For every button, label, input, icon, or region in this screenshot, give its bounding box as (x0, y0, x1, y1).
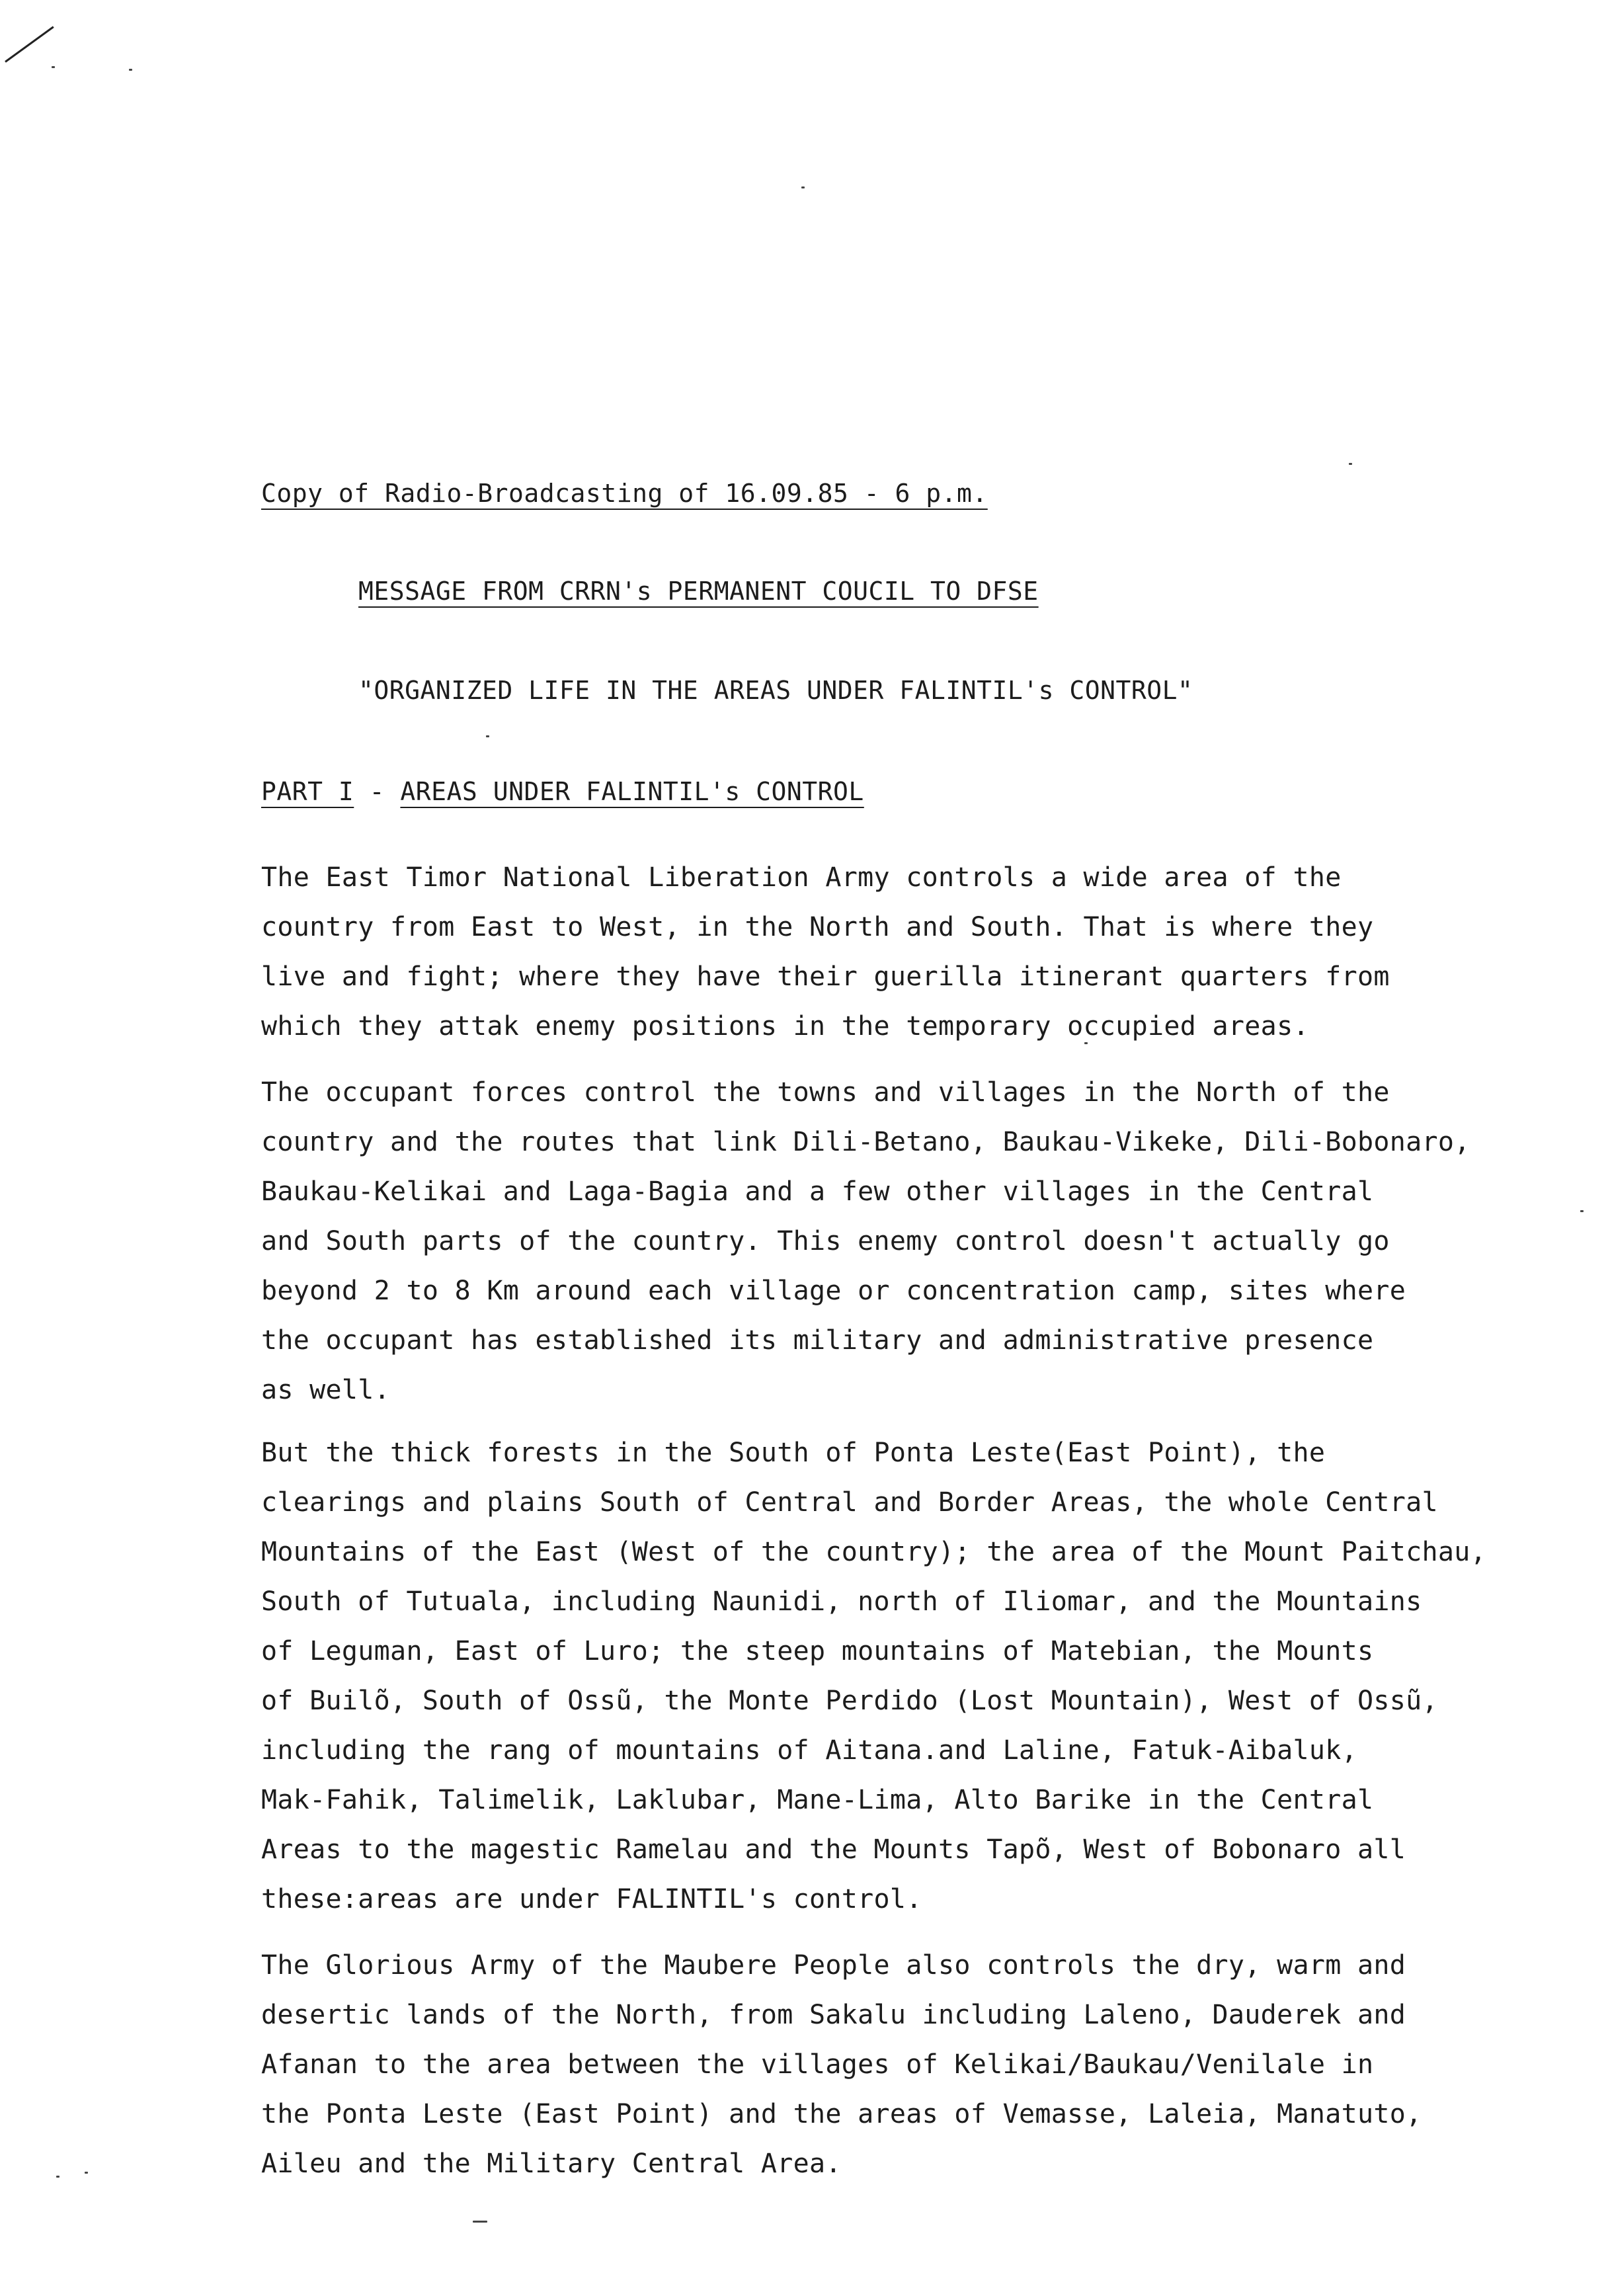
part-label: PART I (261, 777, 354, 806)
text-line: the occupant has established its military and administrative presence (261, 1325, 1374, 1356)
text-line: South of Tutuala, including Naunidi, north of Iliomar, and the Mountains (261, 1586, 1422, 1617)
part-heading (261, 777, 864, 806)
text-line: Afanan to the area between the villages of Kelikai/Baukau/Venilale in (261, 2049, 1374, 2080)
text-line: But the thick forests in the South of Ponta Leste(East Point), the (261, 1438, 1326, 1468)
text-line: Areas to the magestic Ramelau and the Mounts Tapõ, West of Bobonaro all (261, 1834, 1406, 1865)
pen-stroke-mark (5, 26, 54, 62)
part-title: AREAS UNDER FALINTIL's CONTROL (400, 777, 864, 806)
text-line: country and the routes that link Dili-Betano, Baukau-Vikeke, Dili-Bobonaro, (261, 1127, 1470, 1157)
text-line: of Leguman, East of Luro; the steep mountains of Matebian, the Mounts (261, 1636, 1374, 1666)
text-line: as well. (261, 1375, 391, 1405)
paragraph-2 (261, 1068, 1577, 1415)
scan-speck (801, 186, 805, 188)
text-line: Mak-Fahik, Talimelik, Laklubar, Mane-Lima, Alto Barike in the Central (261, 1785, 1374, 1815)
text-line: Aileu and the Military Central Area. (261, 2149, 842, 2179)
text-line: The occupant forces control the towns and villages in the North of the (261, 1077, 1390, 1108)
text-line: these:areas are under FALINTIL's control. (261, 1884, 922, 1914)
text-line: Baukau-Kelikai and Laga-Bagia and a few other villages in the Central (261, 1176, 1374, 1207)
text-line: Mountains of the East (West of the country); the area of the Mount Paitchau, (261, 1537, 1487, 1567)
scan-speck (486, 735, 489, 737)
scan-speck (1349, 463, 1352, 465)
text-line: clearings and plains South of Central and Border Areas, the whole Central (261, 1487, 1438, 1518)
broadcast-header: Copy of Radio-Broadcasting of 16.09.85 - 6 p.m. (261, 479, 988, 508)
paragraph-4 (261, 1941, 1577, 2189)
scan-speck (1580, 1210, 1584, 1212)
scan-speck (56, 2176, 60, 2178)
text-line: The East Timor National Liberation Army controls a wide area of the (261, 862, 1342, 893)
text-line: beyond 2 to 8 Km around each village or concentration camp, sites where (261, 1276, 1406, 1306)
text-line: and South parts of the country. This enemy control doesn't actually go (261, 1226, 1390, 1256)
part-separator: - (354, 777, 401, 806)
scan-speck (129, 69, 132, 71)
paragraph-3 (261, 1428, 1577, 1924)
text-line: live and fight; where they have their guerilla itinerant quarters from (261, 962, 1390, 992)
text-line: country from East to West, in the North and South. That is where they (261, 912, 1374, 942)
scan-speck (85, 2172, 88, 2174)
text-line: The Glorious Army of the Maubere People also controls the dry, warm and (261, 1950, 1406, 1981)
text-line: including the rang of mountains of Aitana.and Laline, Fatuk-Aibaluk, (261, 1735, 1357, 1766)
text-line: desertic lands of the North, from Sakalu including Laleno, Dauderek and (261, 2000, 1406, 2030)
paragraph-1 (261, 853, 1577, 1051)
quoted-title: "ORGANIZED LIFE IN THE AREAS UNDER FALINTIL's CONTROL" (358, 676, 1193, 705)
message-title: MESSAGE FROM CRRN's PERMANENT COUCIL TO DFSE (358, 577, 1039, 606)
text-line: of Builõ, South of Ossũ, the Monte Perdido (Lost Mountain), West of Ossũ, (261, 1686, 1438, 1716)
scan-speck (52, 66, 55, 68)
text-line: the Ponta Leste (East Point) and the areas of Vemasse, Laleia, Manatuto, (261, 2099, 1422, 2129)
scan-speck (473, 2221, 487, 2223)
text-line: which they attak enemy positions in the temporary occupied areas. (261, 1011, 1309, 1042)
